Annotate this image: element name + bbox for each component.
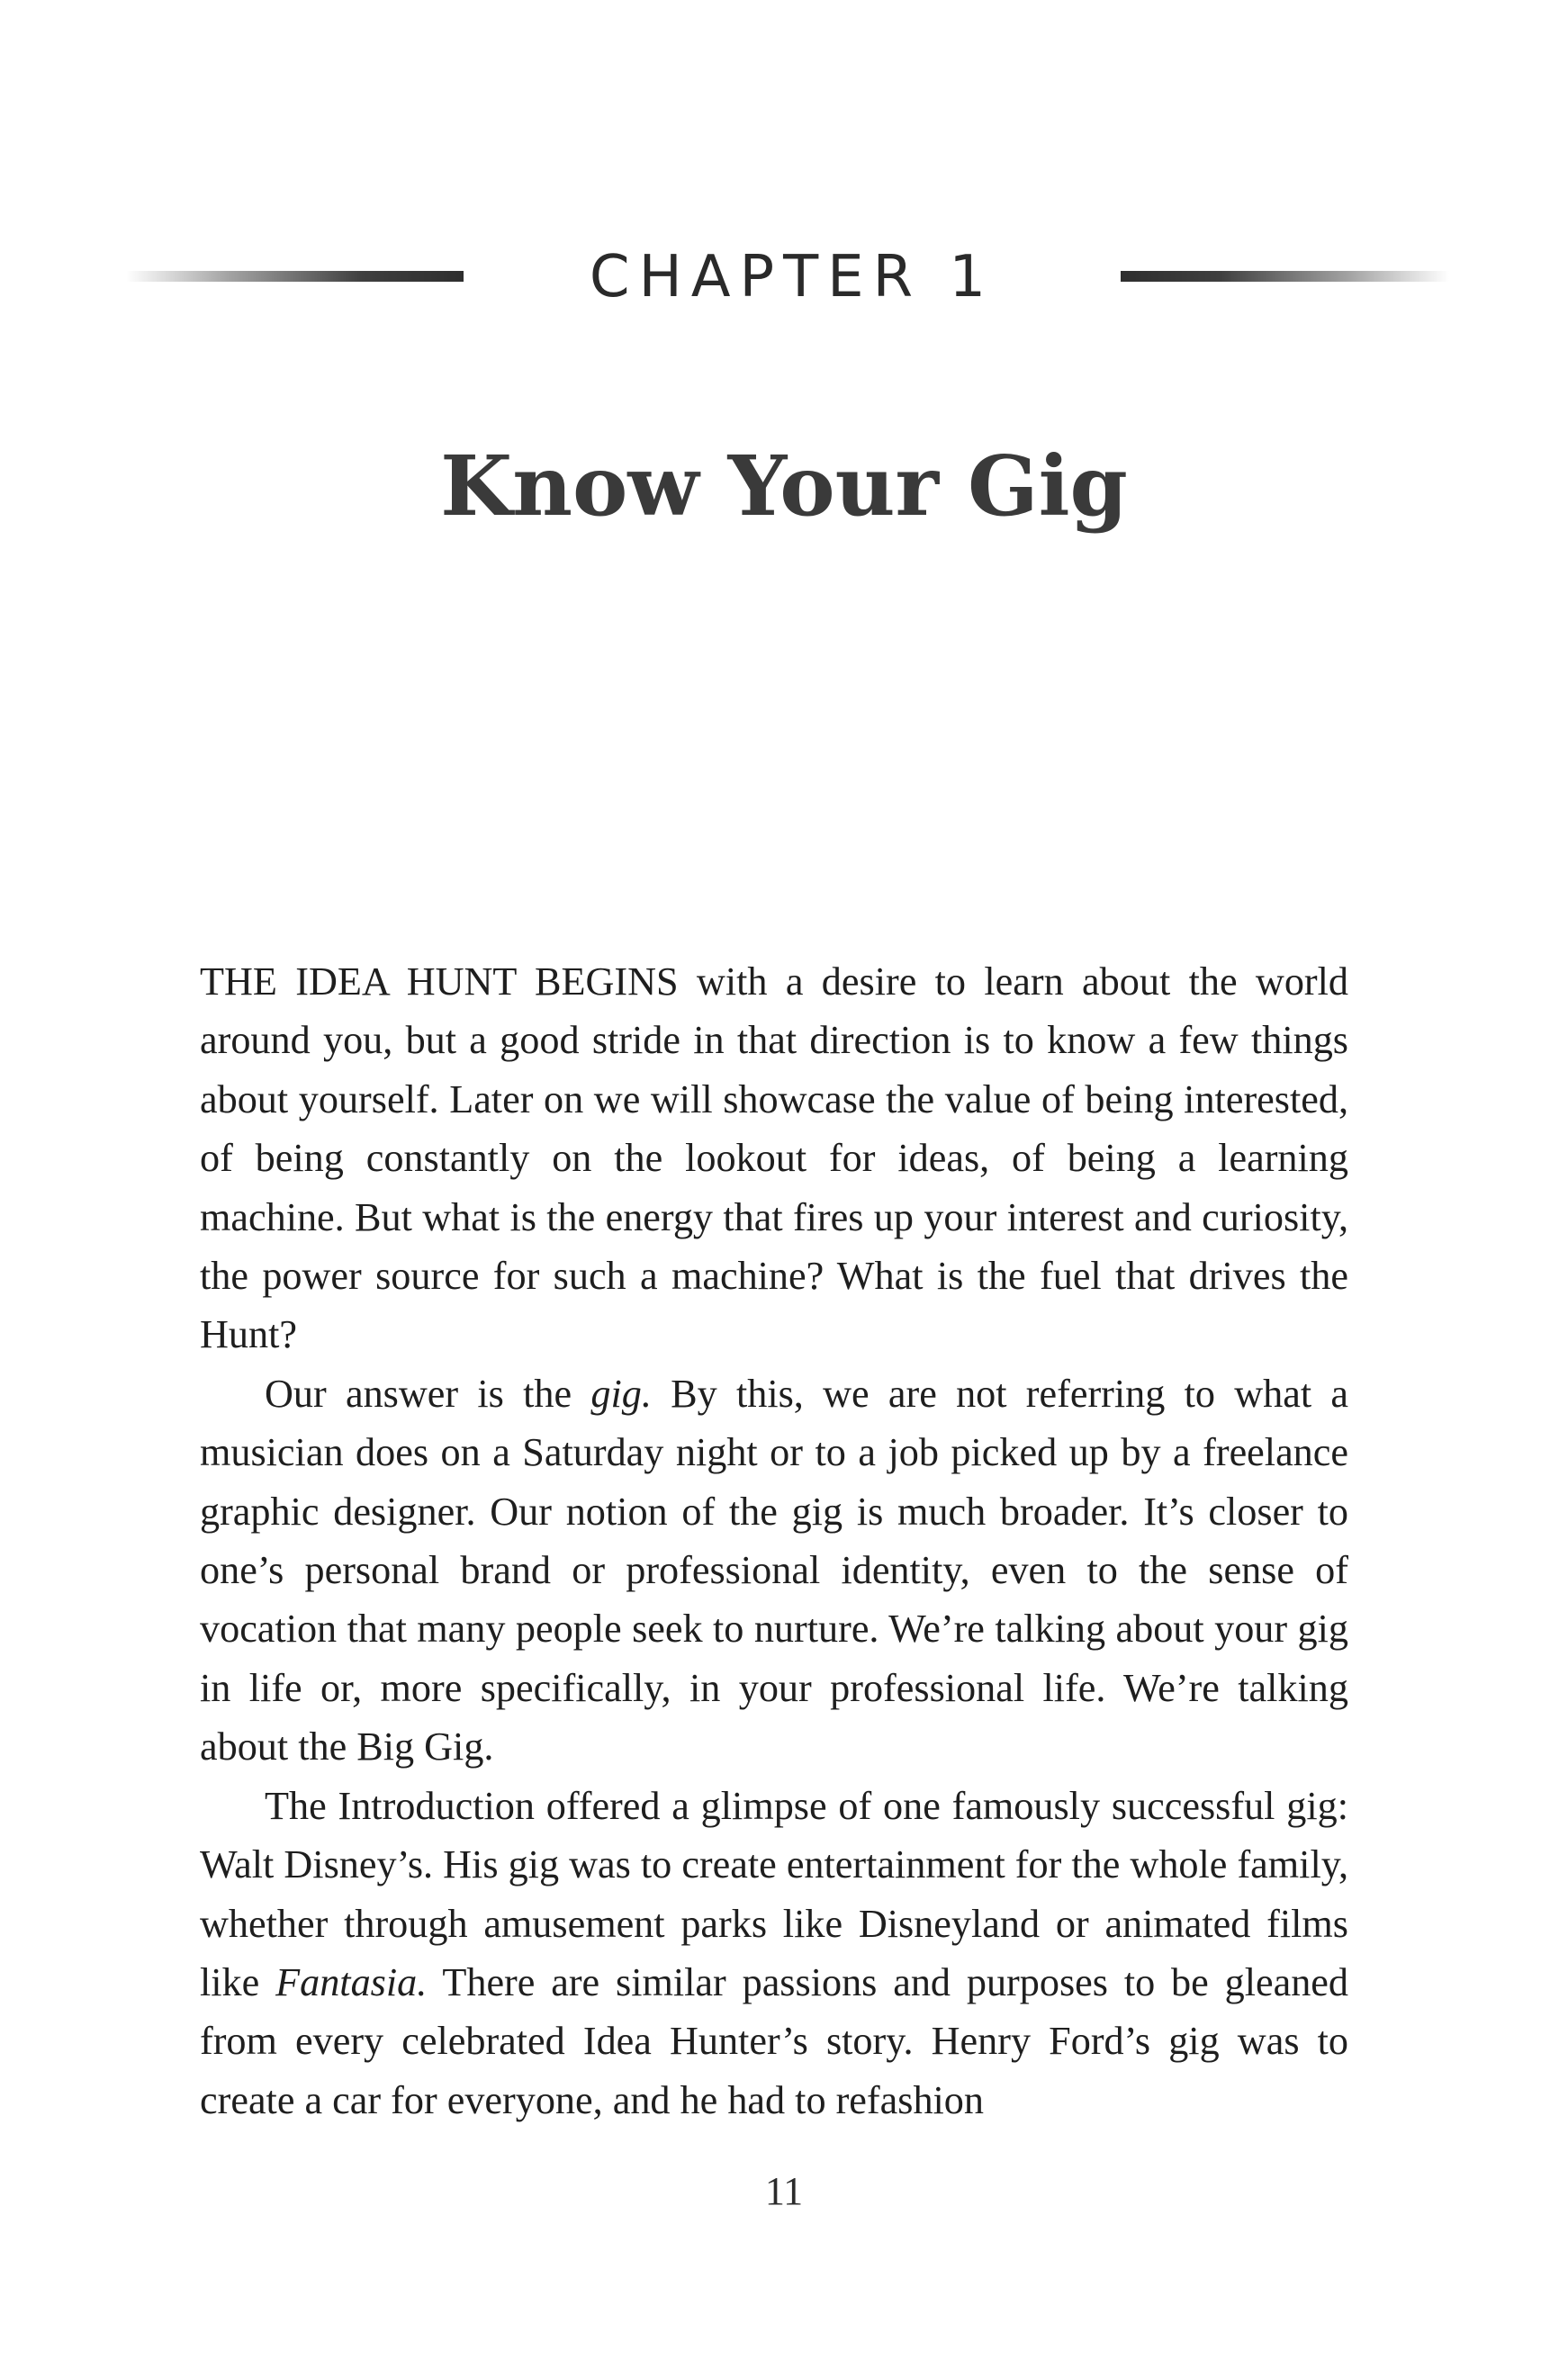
- paragraph-3-emphasis: Fantasia.: [275, 1959, 428, 2004]
- body-text: [200, 952, 1348, 2129]
- paragraph-3-text-before: The Introduction offered a glimpse of one famously successful gig: Walt Disney’s. His gig was to create entertainment for the whole family, whether through amusement parks like Disneyland or animated films like: [200, 1783, 1348, 2004]
- paragraph-2: [200, 1364, 1348, 1777]
- chapter-label: CHAPTER 1: [589, 244, 996, 311]
- chapter-rule-left: [126, 271, 464, 282]
- chapter-rule-right: [1121, 271, 1449, 282]
- paragraph-1-text: with a desire to learn about the world around you, but a good stride in that direction is to know a few things about yourself. Later on we will showcase the value of being interested, of being constantly on the lookout for ideas, of being a learning machine. But what is the energy that fires up your interest and curiosity, the power source for such a machine? What is the fuel that drives the Hunt?: [200, 959, 1349, 1357]
- paragraph-1: [200, 952, 1348, 1364]
- page-number: 11: [764, 2169, 804, 2213]
- paragraph-lead-in: THE IDEA HUNT BEGINS: [200, 959, 679, 1004]
- chapter-heading: [0, 230, 1568, 329]
- paragraph-3-text-after: There are similar passions and purposes to be gleaned from every celebrated Idea Hunter’s story. Henry Ford’s gig was to create a car for everyone, and he had to refashion: [200, 1959, 1349, 2122]
- paragraph-2-text-before: Our answer is the: [265, 1371, 591, 1416]
- paragraph-2-text-after: By this, we are not referring to what a musician does on a Saturday night or to a job picked up by a freelance graphic designer. Our notion of the gig is much broader. It’s closer to one’s personal brand or professional identity, even to the sense of vocation that many people seek to nurture. We’re talking about your gig in life or, more specifically, in your professional life. We’re talking about the Big Gig.: [200, 1371, 1348, 1769]
- paragraph-3: [200, 1777, 1348, 2129]
- paragraph-2-emphasis: gig.: [590, 1371, 652, 1416]
- chapter-title: Know Your Gig: [440, 437, 1128, 535]
